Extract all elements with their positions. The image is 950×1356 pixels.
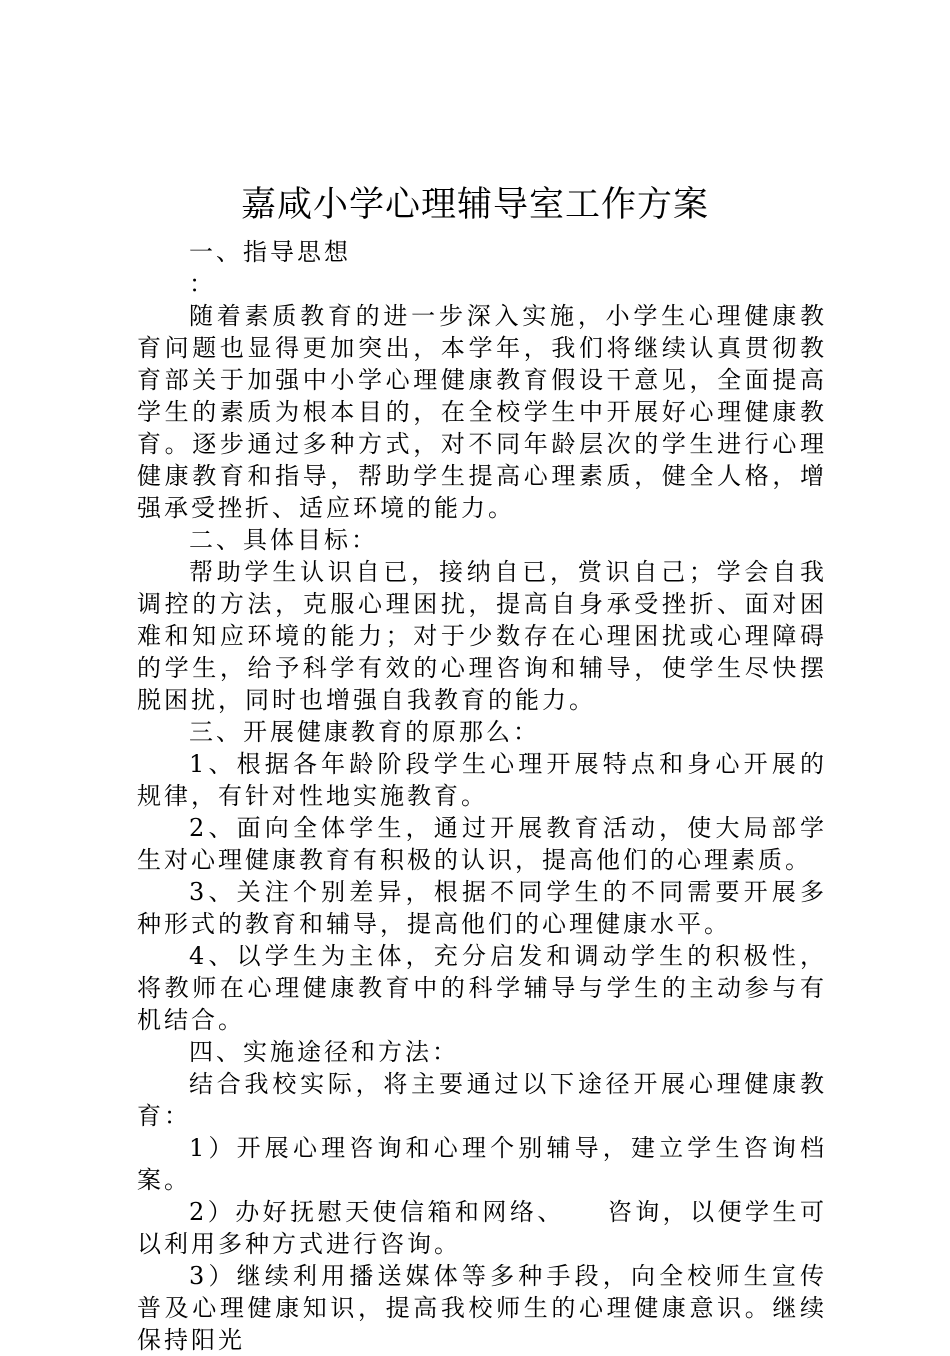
heading-guiding-ideology: 一、指导思想: [189, 238, 351, 266]
principle-item-4: 4、以学生为主体，充分启发和调动学生的积极性，将教师在心理健康教育中的科学辅导与学生的主动参与有机结合。: [137, 942, 827, 1034]
heading-principles: 三、开展健康教育的原那么：: [189, 718, 540, 746]
paragraph-methods-intro: 结合我校实际，将主要通过以下途径开展心理健康教育：: [137, 1070, 827, 1130]
heading-methods: 四、实施途径和方法：: [189, 1038, 459, 1066]
document-title: 嘉咸小学心理辅导室工作方案: [240, 185, 709, 225]
principle-item-3: 3、关注个别差异，根据不同学生的不同需要开展多种形式的教育和辅导，提高他们的心理健康水平。: [137, 878, 827, 938]
principle-item-2: 2、面向全体学生，通过开展教育活动，使大局部学生对心理健康教育有积极的认识，提高他们的心理素质。: [137, 814, 827, 874]
paragraph-intro: 随着素质教育的进一步深入实施，小学生心理健康教育问题也显得更加突出，本学年，我们将继续认真贯彻教育部关于加强中小学心理健康教育假设干意见，全面提高学生的素质为根本目的，在全校学生中开展好心理健康教育。逐步通过多种方式，对不同年龄层次的学生进行心理健康教育和指导，帮助学生提高心理素质，健全人格，增强承受挫折、适应环境的能力。: [137, 302, 827, 522]
colon-line: ：: [189, 270, 216, 298]
method-item-2: 2）办好抚慰天使信箱和网络、 咨询，以便学生可以利用多种方式进行咨询。: [137, 1198, 827, 1258]
principle-item-1: 1、根据各年龄阶段学生心理开展特点和身心开展的规律，有针对性地实施教育。: [137, 750, 827, 810]
document-body: [137, 236, 827, 1356]
paragraph-goals: 帮助学生认识自已，接纳自已，赏识自己；学会自我调控的方法，克服心理困扰，提高自身承受挫折、面对困难和知应环境的能力；对于少数存在心理困扰或心理障碍的学生，给予科学有效的心理咨询和辅导，使学生尽快摆脱困扰，同时也增强自我教育的能力。: [137, 558, 827, 714]
method-item-1: 1）开展心理咨询和心理个别辅导，建立学生咨询档案。: [137, 1134, 827, 1194]
method-item-3: 3）继续利用播送媒体等多种手段，向全校师生宣传普及心理健康知识，提高我校师生的心理健康意识。继续保持阳光: [137, 1262, 827, 1354]
heading-specific-goals: 二、具体目标：: [189, 526, 378, 554]
